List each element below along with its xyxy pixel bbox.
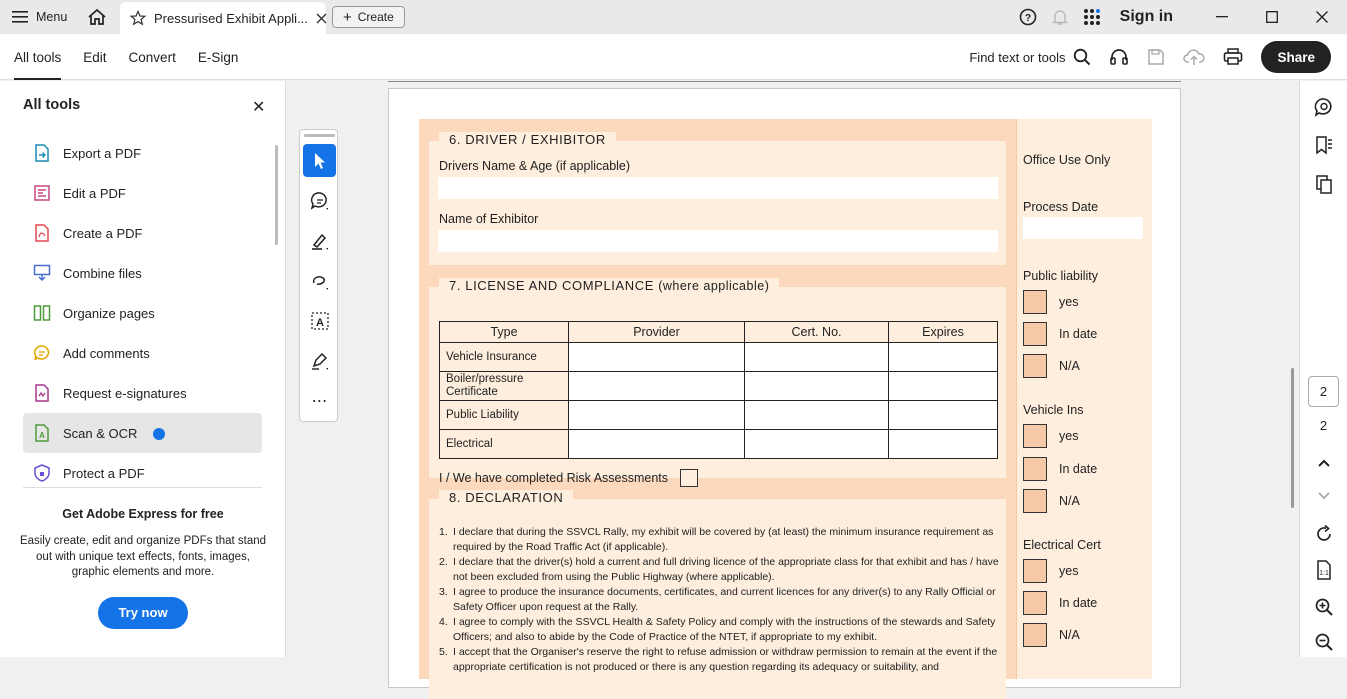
tab-edit[interactable]: Edit: [83, 49, 107, 65]
search-icon: [1073, 48, 1091, 66]
table-row: [440, 430, 998, 459]
next-page-button[interactable]: [1312, 484, 1336, 508]
plus-icon: +: [343, 8, 352, 26]
checkbox[interactable]: [1023, 489, 1047, 513]
option-label: yes: [1059, 564, 1079, 578]
table-header: Type: [440, 322, 569, 343]
declaration-text: I agree to comply with the SSVCL Health & Safety Policy and comply with the instructions of the stewards and Safety Officers; and also to abide by the Code of Practice of the NTET, if appropriate to my exhibit.: [453, 616, 996, 643]
svg-text:A: A: [315, 316, 324, 329]
cert-no-field[interactable]: [745, 343, 889, 372]
create-pdf-icon: [33, 224, 51, 242]
process-date-label: Process Date: [1023, 200, 1099, 214]
read-aloud-icon[interactable]: [1109, 48, 1129, 66]
chevron-up-icon: [1317, 458, 1331, 468]
declaration-text: I agree to produce the insurance documents, certificates, and current licences for any driver(s) to any Rally Official or Safety Officer upon request at the Rally.: [453, 586, 996, 613]
sign-in-button[interactable]: Sign in: [1119, 8, 1173, 25]
promo-title: Get Adobe Express for free: [62, 507, 224, 521]
page-thumbnails-button[interactable]: [1312, 172, 1336, 196]
tool-add-comments[interactable]: [23, 333, 262, 373]
highlighter-icon: [310, 231, 330, 251]
tool-request-e-signatures[interactable]: [23, 373, 262, 413]
risk-assessment-row: [439, 469, 698, 487]
cert-no-field[interactable]: [745, 372, 889, 401]
minimize-icon: [1216, 16, 1228, 18]
cursor-arrow-icon: [313, 152, 327, 170]
create-button[interactable]: [332, 6, 405, 28]
tool-label: Request e-signatures: [63, 385, 187, 401]
find-text-label: Find text or tools: [969, 49, 1066, 65]
tool-create-pdf[interactable]: [23, 213, 262, 253]
table-row: [440, 401, 998, 430]
expires-field[interactable]: [889, 430, 998, 459]
provider-field[interactable]: [569, 343, 745, 372]
previous-page-button[interactable]: [1312, 451, 1336, 475]
create-label: Create: [357, 10, 394, 24]
try-now-button[interactable]: Try now: [98, 597, 187, 629]
tool-export-pdf[interactable]: [23, 133, 262, 173]
divider: [23, 487, 262, 488]
close-window-button[interactable]: [1297, 0, 1347, 34]
tool-label: Add comments: [63, 345, 150, 361]
driver-name-field[interactable]: [438, 177, 998, 199]
combine-files-icon: [33, 264, 51, 282]
all-tools-panel: [0, 81, 286, 657]
svg-text:?: ?: [1024, 13, 1031, 24]
protect-pdf-icon: [33, 464, 51, 482]
tool-label: Edit a PDF: [63, 185, 126, 201]
tool-label: Scan & OCR: [63, 425, 138, 441]
tab-title: Pressurised Exhibit Appli...: [154, 10, 308, 26]
bookmarks-button[interactable]: [1312, 133, 1336, 157]
add-comments-icon: [33, 344, 51, 362]
checkbox[interactable]: [1023, 424, 1047, 448]
tab-convert[interactable]: Convert: [128, 49, 176, 65]
checkbox[interactable]: [1023, 354, 1047, 378]
tool-edit-pdf[interactable]: [23, 173, 262, 213]
option-label: In date: [1059, 462, 1098, 476]
option-label: In date: [1059, 596, 1098, 610]
declaration-text: I declare that during the SSVCL Rally, my exhibit will be covered by (at least) the minimum insurance requirement as required by the Road Traffic Act (if applicable).: [453, 526, 994, 553]
upload-cloud-icon[interactable]: [1183, 48, 1205, 66]
tool-label: Export a PDF: [63, 145, 142, 161]
scan-ocr-icon: [33, 424, 51, 442]
declaration-list: [439, 525, 999, 675]
title-bar: [0, 0, 1347, 34]
previous-page-edge: [388, 81, 1181, 82]
fit-page-button[interactable]: [1312, 558, 1336, 582]
option-label: yes: [1059, 295, 1079, 309]
electrical-cert-in-date: [1023, 591, 1097, 615]
vehicle-ins-in-date: [1023, 457, 1097, 481]
menu-label: Menu: [36, 10, 68, 24]
sign-tool-button[interactable]: [303, 344, 336, 377]
adobe-express-promo: [0, 507, 286, 629]
notifications-button[interactable]: [1044, 0, 1076, 34]
apps-grid-icon: [1083, 8, 1101, 26]
section-title-suffix: (where applicable): [658, 279, 770, 293]
section-title: 8. DECLARATION: [439, 490, 573, 505]
public-liability-na: [1023, 354, 1080, 378]
draw-tool-button[interactable]: [303, 264, 336, 297]
list-item: 4. I agree to comply with the SSVCL Health & Safety Policy and comply with the instructions of the stewards and Safety Officers; and also to abide by the Code of Practice of the NTET, if appropriate to my exhibit.: [439, 615, 999, 645]
section-title: 6. DRIVER / EXHIBITOR: [439, 132, 616, 147]
zoom-in-icon: [1314, 597, 1334, 617]
share-button[interactable]: Share: [1261, 41, 1331, 73]
current-page-input[interactable]: 2: [1308, 376, 1339, 407]
text-box-icon: [310, 311, 330, 331]
section-declaration: [429, 490, 1006, 699]
close-window-icon: [1316, 11, 1328, 23]
menu-button[interactable]: [0, 0, 79, 34]
rotate-button[interactable]: [1312, 522, 1336, 546]
vehicle-ins-na: [1023, 489, 1080, 513]
process-date-field[interactable]: [1023, 217, 1143, 239]
public-liability-label: Public liability: [1023, 269, 1099, 283]
document-scrollbar[interactable]: [1291, 368, 1294, 508]
more-dots-icon: ⋯: [311, 392, 328, 410]
star-icon[interactable]: [130, 10, 146, 26]
zoom-out-icon: [1314, 632, 1334, 652]
public-liability-yes: [1023, 290, 1078, 314]
row-type-label: Vehicle Insurance: [440, 343, 569, 372]
provider-field[interactable]: [569, 401, 745, 430]
hamburger-icon: [12, 10, 28, 24]
pen-sign-icon: [310, 351, 330, 371]
list-item: 5. I accept that the Organiser's reserve the right to refuse admission or withdraw permission to remain at the event if the appropriate certification is not produced or there is any question regarding its adequacy or suitability, and: [439, 646, 998, 673]
section-license-compliance: [429, 278, 1006, 485]
option-label: N/A: [1059, 494, 1080, 508]
section-title-main: 7. LICENSE AND COMPLIANCE: [449, 278, 654, 293]
exhibitor-name-label: Name of Exhibitor: [439, 212, 539, 226]
electrical-cert-na: [1023, 623, 1080, 647]
quick-tools-bar: [299, 129, 338, 422]
section-title: [439, 278, 779, 293]
table-header: Expires: [889, 322, 998, 343]
tool-label: Organize pages: [63, 305, 155, 321]
home-button[interactable]: [79, 0, 115, 34]
expires-field[interactable]: [889, 372, 998, 401]
tab-e-sign[interactable]: E-Sign: [197, 49, 239, 65]
list-item: 3. I agree to produce the insurance documents, certificates, and current licences for any driver(s) to any Rally Official or Safety Officer upon request at the Rally.: [439, 585, 999, 615]
organize-pages-icon: [33, 304, 51, 322]
maximize-icon: [1266, 11, 1278, 23]
vehicle-ins-label: Vehicle Ins: [1023, 403, 1084, 417]
risk-assessment-label: I / We have completed Risk Assessments: [439, 471, 669, 485]
row-type-label: Public Liability: [440, 401, 569, 430]
svg-text:A: A: [39, 431, 45, 440]
main-toolbar: [0, 34, 1347, 80]
section-driver-exhibitor: [429, 132, 1006, 265]
document-tab[interactable]: [120, 2, 326, 34]
svg-text:1:1: 1:1: [1319, 570, 1329, 577]
bell-icon: [1052, 8, 1068, 26]
comment-icon: [310, 191, 330, 211]
copy-pages-icon: [1314, 174, 1334, 194]
more-tools-button[interactable]: [303, 384, 336, 417]
row-type-label: Electrical: [440, 430, 569, 459]
provider-field[interactable]: [569, 430, 745, 459]
text-select-tool-button[interactable]: [303, 304, 336, 337]
checkbox[interactable]: [1023, 457, 1047, 481]
expires-field[interactable]: [889, 343, 998, 372]
right-rail: [1299, 81, 1347, 657]
fit-page-icon: [1314, 560, 1334, 580]
select-tool-button[interactable]: [303, 144, 336, 177]
declaration-text: I accept that the Organiser's reserve the right to refuse admission or withdraw permission to remain at the event if the appropriate certification is not produced or there is any question regarding its adequacy or suitability, and: [453, 646, 998, 673]
list-item: 1. I declare that during the SSVCL Rally, my exhibit will be covered by (at least) the minimum insurance requirement as required by the Road Traffic Act (if applicable).: [439, 525, 999, 555]
close-panel-icon[interactable]: ✕: [252, 99, 266, 116]
chevron-down-icon: [1317, 491, 1331, 501]
highlight-tool-button[interactable]: [303, 224, 336, 257]
cert-no-field[interactable]: [745, 401, 889, 430]
maximize-button[interactable]: [1247, 0, 1297, 34]
home-icon: [87, 8, 107, 26]
promo-text: Easily create, edit and organize PDFs that stand out with unique text effects, fonts, images, graphic elements and more.: [19, 535, 267, 578]
ai-assistant-icon: [1314, 97, 1334, 117]
panel-scrollbar[interactable]: [275, 145, 278, 245]
minimize-button[interactable]: [1197, 0, 1247, 34]
save-icon[interactable]: [1147, 48, 1165, 66]
tool-label: Protect a PDF: [63, 465, 145, 481]
electrical-cert-label: Electrical Cert: [1023, 538, 1101, 552]
table-header: Cert. No.: [745, 322, 889, 343]
license-table: [439, 321, 998, 459]
option-label: N/A: [1059, 628, 1080, 642]
zoom-in-button[interactable]: [1312, 595, 1336, 619]
pdf-page[interactable]: [388, 88, 1181, 688]
option-label: In date: [1059, 327, 1098, 341]
tool-label: Combine files: [63, 265, 142, 281]
export-pdf-icon: [33, 144, 51, 162]
option-label: N/A: [1059, 359, 1080, 373]
tab-all-tools[interactable]: All tools: [14, 34, 61, 80]
freehand-draw-icon: [310, 271, 330, 291]
table-header: Provider: [569, 322, 745, 343]
provider-field[interactable]: [569, 372, 745, 401]
ai-assistant-button[interactable]: [1312, 95, 1336, 119]
checkbox[interactable]: [1023, 623, 1047, 647]
print-icon[interactable]: [1223, 48, 1243, 66]
premium-badge-icon: [153, 428, 165, 440]
public-liability-in-date: [1023, 322, 1097, 346]
tool-combine-files[interactable]: [23, 253, 262, 293]
rotate-icon: [1314, 524, 1334, 544]
find-text-button[interactable]: [969, 48, 1091, 66]
expires-field[interactable]: [889, 401, 998, 430]
drag-handle[interactable]: [304, 134, 335, 137]
help-button[interactable]: [1012, 0, 1044, 34]
declaration-text: I declare that the driver(s) hold a current and full driving licence of the appropriate class for that exhibit and has / have not been excluded from using the Public Highway (where applicable).: [453, 556, 999, 583]
option-label: yes: [1059, 429, 1079, 443]
request-signatures-icon: [33, 384, 51, 402]
form-main-area: [419, 119, 1016, 679]
zoom-out-button[interactable]: [1312, 630, 1336, 654]
table-row: [440, 372, 998, 401]
checkbox[interactable]: [1023, 591, 1047, 615]
driver-name-label: Drivers Name & Age (if applicable): [439, 159, 631, 173]
apps-button[interactable]: [1076, 0, 1108, 34]
checkbox[interactable]: [1023, 290, 1047, 314]
tool-scan-ocr[interactable]: [23, 413, 262, 453]
tool-list: [23, 133, 262, 493]
electrical-cert-yes: [1023, 559, 1078, 583]
cert-no-field[interactable]: [745, 430, 889, 459]
tool-label: Create a PDF: [63, 225, 143, 241]
tool-organize-pages[interactable]: [23, 293, 262, 333]
close-tab-icon[interactable]: [316, 13, 327, 24]
help-icon: [1019, 8, 1037, 26]
office-use-column: [1016, 119, 1152, 679]
comment-tool-button[interactable]: [303, 184, 336, 217]
panel-title: All tools: [23, 97, 81, 113]
bookmark-icon: [1314, 135, 1334, 155]
vehicle-ins-yes: [1023, 424, 1078, 448]
total-pages: 2: [1319, 418, 1328, 433]
table-row: [440, 343, 998, 372]
edit-pdf-icon: [33, 184, 51, 202]
office-use-title: Office Use Only: [1023, 153, 1111, 167]
row-type-label: Boiler/pressure Certificate: [440, 372, 569, 401]
document-canvas[interactable]: [287, 81, 1299, 673]
checkbox[interactable]: [1023, 322, 1047, 346]
risk-assessment-checkbox[interactable]: [680, 469, 698, 487]
checkbox[interactable]: [1023, 559, 1047, 583]
list-item: 2. I declare that the driver(s) hold a current and full driving licence of the appropriate class for that exhibit and has / have not been excluded from using the Public Highway (where applicable).: [439, 556, 999, 583]
exhibitor-name-field[interactable]: [438, 230, 998, 252]
